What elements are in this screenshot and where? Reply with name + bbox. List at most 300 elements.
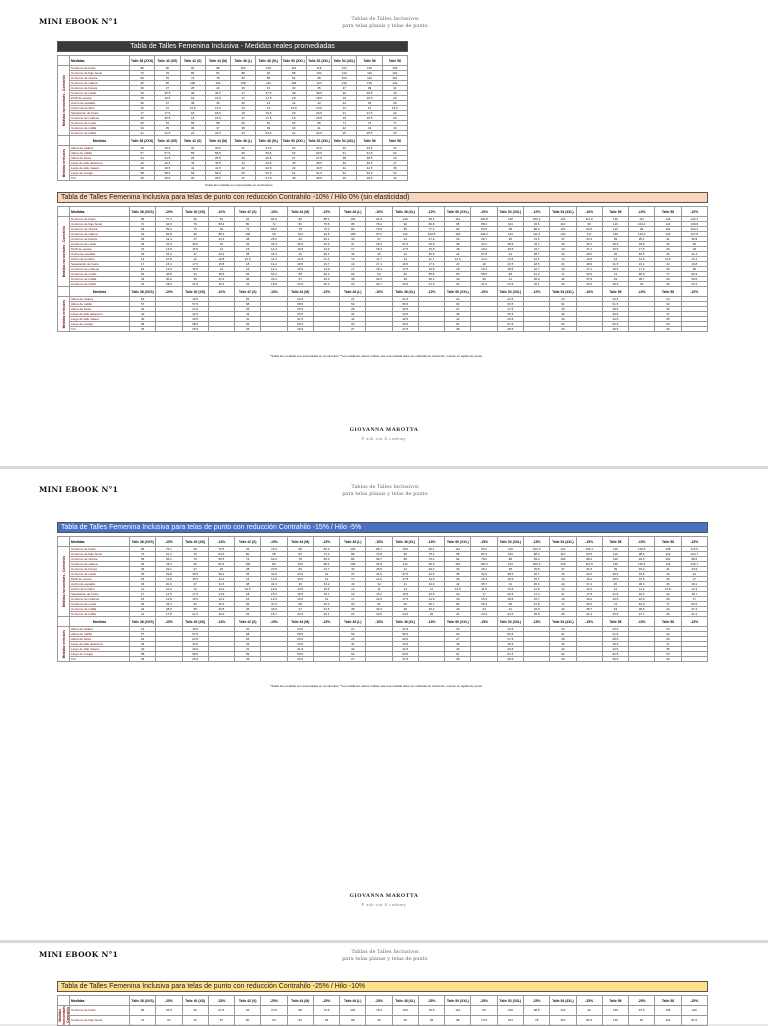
table-cell: 106	[256, 66, 281, 71]
table-cell: 40	[231, 101, 256, 106]
medidas-header: Medidas	[70, 56, 130, 66]
author-sub: F ash ion A cademy	[361, 902, 407, 907]
table-cell: 39	[332, 91, 357, 96]
size-header: -25%	[366, 996, 392, 1006]
author-sub: F ash ion A cademy	[361, 436, 407, 441]
table-cell: 19.6	[366, 612, 392, 617]
table-cell: 130	[550, 232, 576, 237]
table-cell: 24.5	[497, 612, 523, 617]
table-cell: 34.2	[471, 242, 497, 247]
table-cell: 76.5	[366, 1006, 392, 1016]
book-label: MINI EBOOK N°1	[39, 950, 119, 959]
table-cell: 23.5	[392, 612, 418, 617]
table-cell: 10.2	[208, 587, 234, 592]
table-cell: 19.4	[629, 262, 655, 267]
table-cell: 20	[445, 262, 471, 267]
table-cell: 108	[231, 81, 256, 86]
table-cell: 39	[287, 252, 313, 257]
table-cell: 22	[445, 297, 471, 302]
table-cell: 15.8	[418, 267, 444, 272]
table-cell: 12.2	[471, 257, 497, 262]
table-cell: 15.3	[366, 247, 392, 252]
table-cell: 40	[130, 166, 155, 171]
author-name: GIOVANNA MAROTTA	[349, 893, 419, 899]
size-header: Talle 48 (XL)	[392, 617, 418, 627]
table-cell: 96	[155, 81, 180, 86]
table-cell: 25.5	[205, 156, 230, 161]
size-header: -10%	[576, 287, 602, 297]
table-cell: 44	[340, 312, 366, 317]
table-cell: 27	[231, 176, 256, 181]
table-cell: 93.6	[523, 222, 549, 227]
table-cell: 25.5	[287, 307, 313, 312]
table-cell: 22.5	[287, 612, 313, 617]
table-cell: 45	[655, 317, 681, 322]
table-cell: 13	[231, 106, 256, 111]
table-cell: 13.5	[445, 587, 471, 592]
table-cell: 29	[655, 307, 681, 312]
table-cell: 16	[180, 96, 205, 101]
table-cell: 32	[208, 242, 234, 247]
table-cell: 77	[382, 121, 407, 126]
table-cell: 15.3	[471, 577, 497, 582]
row-label: Altura de rodilla	[70, 632, 130, 637]
row-label: Contorno de muslo	[70, 121, 130, 126]
table-cell: 60.5	[306, 151, 331, 156]
size-header: Talle 38 (XXS)	[130, 537, 156, 547]
table-cell: 60.5	[256, 171, 281, 176]
table-cell: 16.5	[287, 267, 313, 272]
size-header: Talle 52 (3XL)	[306, 56, 331, 66]
table-cell: 62	[392, 602, 418, 607]
table-cell: 15.7	[523, 597, 549, 602]
table-cell: 44	[340, 642, 366, 647]
table-cell: 18.7	[681, 592, 707, 597]
table-cell: 39.5	[602, 572, 628, 577]
row-label: Ancho de hombro	[70, 587, 130, 592]
table-cell: 11.5	[471, 587, 497, 592]
table-cell: 21.2	[418, 282, 444, 287]
table-cell: 14	[602, 587, 628, 592]
table-cell: 60	[340, 652, 366, 657]
table-cell: 105.4	[523, 562, 549, 567]
table-cell: 106	[392, 1006, 418, 1016]
table-cell: 57	[130, 632, 156, 637]
table-cell: 43.5	[497, 317, 523, 322]
table-cell: 25	[180, 156, 205, 161]
table-cell: 142	[382, 81, 407, 86]
table-cell: 44.5	[256, 161, 281, 166]
table-cell: 30.2	[208, 572, 234, 577]
table-cell: 58	[287, 602, 313, 607]
table-cell: 58	[235, 632, 261, 637]
table-cell: 106	[392, 217, 418, 222]
table-cell: 44	[550, 647, 576, 652]
table-cell: 80	[180, 71, 205, 76]
table-cell: 30	[340, 237, 366, 242]
table-cell: 73.8	[366, 227, 392, 232]
table-cell: 20.5	[287, 627, 313, 632]
table-cell: 62	[392, 272, 418, 277]
table-cell: 34	[130, 126, 155, 131]
size-header: -10%	[208, 207, 234, 217]
table-cell: 36	[681, 242, 707, 247]
table-cell: 18.5	[306, 96, 331, 101]
table-cell: 38.5	[497, 242, 523, 247]
table-cell: 41	[256, 101, 281, 106]
table-cell: 22.5	[205, 131, 230, 136]
table-cell: 59.5	[287, 322, 313, 327]
table-cell: 124	[550, 1006, 576, 1016]
table-cell: 105.4	[576, 547, 602, 552]
table-cell: 84	[205, 71, 230, 76]
table-row	[58, 327, 708, 332]
table-cell: 17	[681, 577, 707, 582]
row-label: Altura de busto	[70, 307, 130, 312]
size-header: Talle 40 (XS)	[182, 287, 208, 297]
table-cell: 30	[231, 86, 256, 91]
table-cell: 28.5	[306, 176, 331, 181]
size-header: Talle 42 (S)	[235, 617, 261, 627]
size-header: -15%	[629, 537, 655, 547]
table-cell: 17.5	[392, 577, 418, 582]
table-cell: 41	[235, 317, 261, 322]
table-cell: 15.3	[471, 597, 497, 602]
table-cell: 96	[182, 232, 208, 237]
row-label: Contorno de cuello	[70, 242, 130, 247]
table-cell: 36	[130, 101, 155, 106]
table-cell: 35.5	[155, 91, 180, 96]
table-cell: 34	[130, 277, 156, 282]
table-cell: 12.5	[287, 587, 313, 592]
size-header: -10%	[629, 207, 655, 217]
table-cell: 68.4	[208, 222, 234, 227]
table-cell: 20	[655, 267, 681, 272]
size-header: Talle 50 (XXL)	[445, 537, 471, 547]
size-header: -10%	[471, 287, 497, 297]
page2-footer	[0, 893, 768, 907]
table-cell: 30.6	[261, 607, 287, 612]
table-cell: 40.5	[182, 647, 208, 652]
row-label: Contorno de cintura	[70, 557, 130, 562]
size-header: Talle 54 (4XL)	[550, 207, 576, 217]
table-cell: 96	[182, 562, 208, 567]
row-label: Contorno de bajo busto	[70, 552, 130, 557]
size-header: Talle 50 (XXL)	[445, 996, 471, 1006]
table-cell: 19.5	[602, 267, 628, 272]
table-cell: 60	[340, 602, 366, 607]
table-cell: 77.4	[156, 217, 182, 222]
table-cell: 16.2	[471, 267, 497, 272]
table-cell: 15	[130, 96, 155, 101]
table-cell: 110	[550, 1015, 576, 1025]
table-cell: 19.5	[602, 577, 628, 582]
table-cell: 33.3	[576, 237, 602, 242]
table-cell: 23.5	[357, 146, 382, 151]
medidas-header: Medidas	[70, 287, 130, 297]
table-cell: 69.7	[366, 557, 392, 562]
table-cell: 98	[445, 1015, 471, 1025]
table-cell: 29	[655, 637, 681, 642]
table-cell: 19	[130, 297, 156, 302]
size-header: Talle 44 (M)	[205, 136, 230, 146]
table-cell: 102	[340, 1006, 366, 1016]
table-cell: 22	[655, 262, 681, 267]
table-cell: 39	[550, 242, 576, 247]
size-header: -10%	[523, 207, 549, 217]
table-cell: 18.3	[208, 612, 234, 617]
table-cell: 17.1	[576, 267, 602, 272]
table-cell: 15	[130, 267, 156, 272]
table-cell: 23	[208, 567, 234, 572]
table-cell: 21.5	[602, 592, 628, 597]
table-cell: 21	[130, 282, 156, 287]
row-label: Contorno de busto	[70, 1006, 130, 1016]
table-cell: 22	[180, 131, 205, 136]
table-cell: 29	[287, 567, 313, 572]
table-cell: 45.5	[306, 161, 331, 166]
size-header: -25%	[681, 996, 707, 1006]
table-cell: 12.5	[235, 257, 261, 262]
table-cell: 41	[235, 647, 261, 652]
size-header: Talle 50 (XXL)	[281, 56, 306, 66]
table-cell: 74	[602, 602, 628, 607]
table-cell: 54	[182, 602, 208, 607]
row-label: Contorno de muñeca	[70, 267, 130, 272]
size-header: Talle 48 (XL)	[392, 207, 418, 217]
table-cell: 25.5	[602, 612, 628, 617]
size-header: -10%	[156, 287, 182, 297]
table-cell: 37	[155, 101, 180, 106]
size-header: -15%	[681, 617, 707, 627]
table-cell: 94	[180, 66, 205, 71]
table-cell: 14	[550, 257, 576, 262]
table-cell: 22	[281, 146, 306, 151]
table-row	[58, 1006, 708, 1016]
table-cell: 36.5	[287, 572, 313, 577]
table-cell: 95.2	[471, 547, 497, 552]
table-cell: 60.5	[497, 632, 523, 637]
table-cell: 12.5	[180, 106, 205, 111]
size-header: Talle 50 (XXL)	[281, 136, 306, 146]
table-cell: 19.4	[208, 282, 234, 287]
table-cell: 62	[655, 302, 681, 307]
size-header: -15%	[313, 537, 339, 547]
table-cell: 39.6	[576, 252, 602, 257]
table-cell: 18.5	[497, 597, 523, 602]
row-label: Ancho de espalda	[70, 101, 130, 106]
table-cell: 106	[392, 547, 418, 552]
table-cell: 44.5	[602, 647, 628, 652]
table-cell: 26	[382, 131, 407, 136]
table-cell: 13.5	[156, 247, 182, 252]
table-cell: 15.5	[155, 116, 180, 121]
table-cell: 52.2	[313, 272, 339, 277]
table-cell: 57	[130, 302, 156, 307]
table-cell: 63	[655, 652, 681, 657]
table-cell: 81	[208, 217, 234, 222]
table-cell: 62	[550, 322, 576, 327]
table-cell: 78	[287, 227, 313, 232]
table-cell: 91.8	[366, 217, 392, 222]
size-header: Talle 52 (3XL)	[497, 996, 523, 1006]
table-cell: 31.5	[576, 567, 602, 572]
table-cell: 118	[497, 217, 523, 222]
table-cell: 18.5	[497, 247, 523, 252]
table-cell: 36	[235, 242, 261, 247]
table-cell: 18.5	[205, 111, 230, 116]
table-cell: 29.8	[523, 567, 549, 572]
table-cell: 122	[382, 71, 407, 76]
table-cell: 98	[281, 71, 306, 76]
size-header: Talle 48 (XL)	[256, 136, 281, 146]
table-cell: 18	[445, 247, 471, 252]
table-cell: 39	[392, 607, 418, 612]
table-cell: 45	[445, 642, 471, 647]
page-3	[0, 943, 768, 1024]
table-cell: 17.8	[576, 592, 602, 597]
table-cell: 41	[497, 277, 523, 282]
table-cell: 15.3	[366, 267, 392, 272]
table-cell: 12	[182, 257, 208, 262]
table-cell: 84	[287, 552, 313, 557]
table-cell: 45	[357, 101, 382, 106]
table-cell: 44	[655, 607, 681, 612]
header-row	[58, 136, 408, 146]
table-cell: 92	[130, 81, 155, 86]
table-cell	[681, 657, 707, 662]
table-cell: 86	[130, 66, 155, 71]
table-cell: 39	[357, 86, 382, 91]
table-cell: 83.3	[471, 552, 497, 557]
size-header: -25%	[523, 996, 549, 1006]
table-cell: 20.5	[287, 297, 313, 302]
table-cell: 18	[235, 262, 261, 267]
table-cell: 30	[340, 567, 366, 572]
table-cell: 31.5	[208, 582, 234, 587]
table-cell: 24.5	[155, 156, 180, 161]
table-cell: 86	[256, 76, 281, 81]
table-cell: 16.7	[523, 267, 549, 272]
size-header: -10%	[418, 287, 444, 297]
table-cell: 83.3	[523, 557, 549, 562]
table-cell: 72	[130, 222, 156, 227]
size-header: Talle 46 (L)	[231, 56, 256, 66]
table-cell: 16.7	[523, 247, 549, 252]
table-cell: 42.5	[256, 166, 281, 171]
table-cell: 41.5	[205, 166, 230, 171]
table-cell: 20	[235, 297, 261, 302]
table-cell: 27	[445, 637, 471, 642]
table-cell: 19	[130, 627, 156, 632]
table-cell: 14.4	[261, 247, 287, 252]
size-header: -10%	[471, 207, 497, 217]
table-cell: 16.7	[313, 262, 339, 267]
table-cell: 58.5	[205, 151, 230, 156]
table-cell: 88.4	[523, 552, 549, 557]
table-cell: 47.6	[261, 602, 287, 607]
row-label: Contorno de rodilla	[70, 607, 130, 612]
table-cell: 104	[287, 232, 313, 237]
table-cell: 63	[313, 1015, 339, 1025]
table-cell: 22	[235, 282, 261, 287]
size-header: -25%	[261, 996, 287, 1006]
table-cell: 18.5	[523, 262, 549, 267]
table-cell: 104	[332, 76, 357, 81]
table-cell: 36	[471, 277, 497, 282]
size-header: Talle 54 (4XL)	[550, 537, 576, 547]
table-cell: 18.5	[306, 116, 331, 121]
table-cell: 17	[340, 267, 366, 272]
table-cell	[629, 657, 655, 662]
table-cell: 102	[340, 547, 366, 552]
table-cell: 37	[287, 277, 313, 282]
table-cell: 19.8	[261, 282, 287, 287]
table-cell: 21.5	[602, 262, 628, 267]
table-cell: 136	[602, 232, 628, 237]
table-cell: 39	[205, 101, 230, 106]
table-cell: 29	[550, 657, 576, 662]
table-cell: 28	[235, 237, 261, 242]
table-cell: 31.5	[366, 572, 392, 577]
table-cell: 58	[130, 652, 156, 657]
table-cell: 42.5	[182, 642, 208, 647]
table-cell: 22.1	[156, 567, 182, 572]
table-cell: 23.5	[392, 282, 418, 287]
table-cell: 27	[182, 237, 208, 242]
table-cell: 35	[306, 86, 331, 91]
table-cell: 17.5	[155, 111, 180, 116]
size-header: -15%	[366, 617, 392, 627]
table-cell: 37	[182, 582, 208, 587]
table-cell: 77.4	[418, 227, 444, 232]
book-label: MINI EBOOK N°1	[39, 17, 119, 26]
table-cell: 16.2	[471, 247, 497, 252]
table-cell: 86	[130, 217, 156, 222]
table-cell: 35.1	[313, 252, 339, 257]
table-cell: 74	[357, 121, 382, 126]
size-header: Talle 38 (XXS)	[130, 287, 156, 297]
size-header: Talle 58	[655, 537, 681, 547]
table-cell: 28.5	[497, 657, 523, 662]
table-cell: 102	[681, 1006, 707, 1016]
table-cell: 29	[205, 86, 230, 91]
medidas-header: Medidas	[70, 996, 130, 1006]
table-cell: 19.5	[182, 297, 208, 302]
table-cell	[366, 327, 392, 332]
table-cell: 34	[471, 607, 497, 612]
table-cell: 14	[550, 587, 576, 592]
table-cell: 31.5	[156, 242, 182, 247]
table-cell: 13.6	[261, 597, 287, 602]
table-cell: 35.7	[471, 582, 497, 587]
table-cell: 92	[281, 76, 306, 81]
table-cell: 11	[418, 587, 444, 592]
table-cell: 115.6	[681, 547, 707, 552]
table-cell: 35.1	[418, 277, 444, 282]
table-cell: 22	[382, 111, 407, 116]
table-cell: 92	[392, 222, 418, 227]
table-cell: 77	[655, 602, 681, 607]
table-cell: 15.5	[182, 577, 208, 582]
size-header: Talle 40 (XS)	[155, 56, 180, 66]
table-cell: 44	[382, 126, 407, 131]
table-cell: 60	[445, 632, 471, 637]
table-cell: 43.5	[497, 647, 523, 652]
table-cell: 15.7	[313, 592, 339, 597]
table-cell: 136	[655, 1006, 681, 1016]
table-cell: 31.9	[418, 572, 444, 577]
